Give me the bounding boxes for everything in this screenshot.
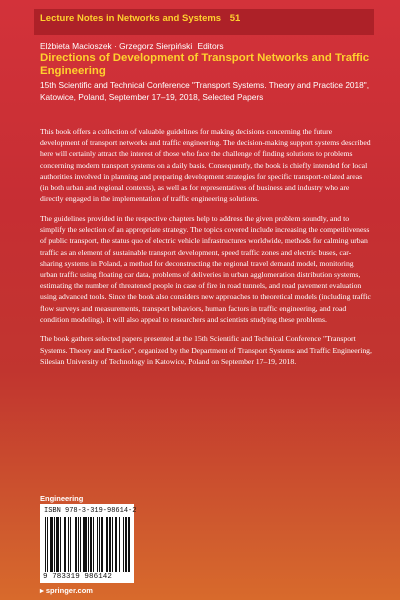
description-paragraph: The book gathers selected papers presented at the 15th Scientific and Technical Conference "Transport Systems. Theory and Practice", organized by the Department of Transport Systems and Traffic Engineering, Silesian University of Technology in Katowice, Poland on September 17–19, 2018. <box>40 334 372 366</box>
editor-names: Elżbieta Macioszek · Grzegorz Sierpiński <box>40 41 193 51</box>
barcode-digits: 9 783319 986142 <box>43 573 113 581</box>
barcode-gap <box>130 517 131 572</box>
description-paragraph: The guidelines provided in the respective chapters help to address the given problem soundly, and to simplify the selection of an appropriate strategy. The topics covered include increasing the competitiveness of public transport, the status quo of electric vehicle infrastructures worldwide, methods for calming urban traffic as an element of sustainable transport development, speed traffic zones and electric buses, car-sharing systems in Poland, a method for deconstructing the regional travel demand model, monitoring urban traffic using floating car data, problems of deliveries in urban agglomeration distribution systems, estimating the number of threatened people in case of fire in road tunnels, and road pavement evaluation using advanced tools. Since the book also considers new approaches to theoretical models (including traffic flow surveys and measurements, transport behaviors, human factors in traffic engineering, and road condition modeling), it will also appeal to researchers and scientists studying these problems. <box>40 213 371 324</box>
barcode-bars <box>45 517 131 572</box>
isbn-text: ISBN 978-3-319-98614-2 <box>44 507 137 515</box>
series-band <box>34 9 374 35</box>
book-title: Directions of Development of Transport Networks and Traffic Engineering <box>40 52 370 77</box>
series-volume: 51 <box>229 13 241 24</box>
editors-line <box>40 41 224 51</box>
series-name: Lecture Notes in Networks and Systems <box>40 13 222 24</box>
arrow-icon: ▸ <box>40 586 44 595</box>
publisher-url[interactable] <box>40 586 93 595</box>
book-subtitle: 15th Scientific and Technical Conference "Transport Systems. Theory and Practice 2018", Katowice, Poland, September 17–19, 2018, Selected Papers <box>40 80 370 102</box>
description-paragraph: This book offers a collection of valuable guidelines for making decisions concerning the future development of transport networks and traffic engineering. The decision-making support systems described here will certainly attract the interest of those who face the challenge of finding solutions to problems concerning modern transport systems on a daily basis. Consequently, the book is chiefly intended for local authorities involved in planning and preparing development strategies for specific transport-related areas (in both urban and regional contexts), as well as for representatives of business and industry who are directly engaged in the implementation of traffic engineering solutions. <box>40 127 371 204</box>
url-text: springer.com <box>45 586 93 595</box>
description <box>40 126 372 376</box>
series-label <box>40 13 240 24</box>
barcode-box <box>40 504 137 583</box>
subject-label: Engineering <box>40 494 84 503</box>
editors-suffix: Editors <box>197 41 224 51</box>
